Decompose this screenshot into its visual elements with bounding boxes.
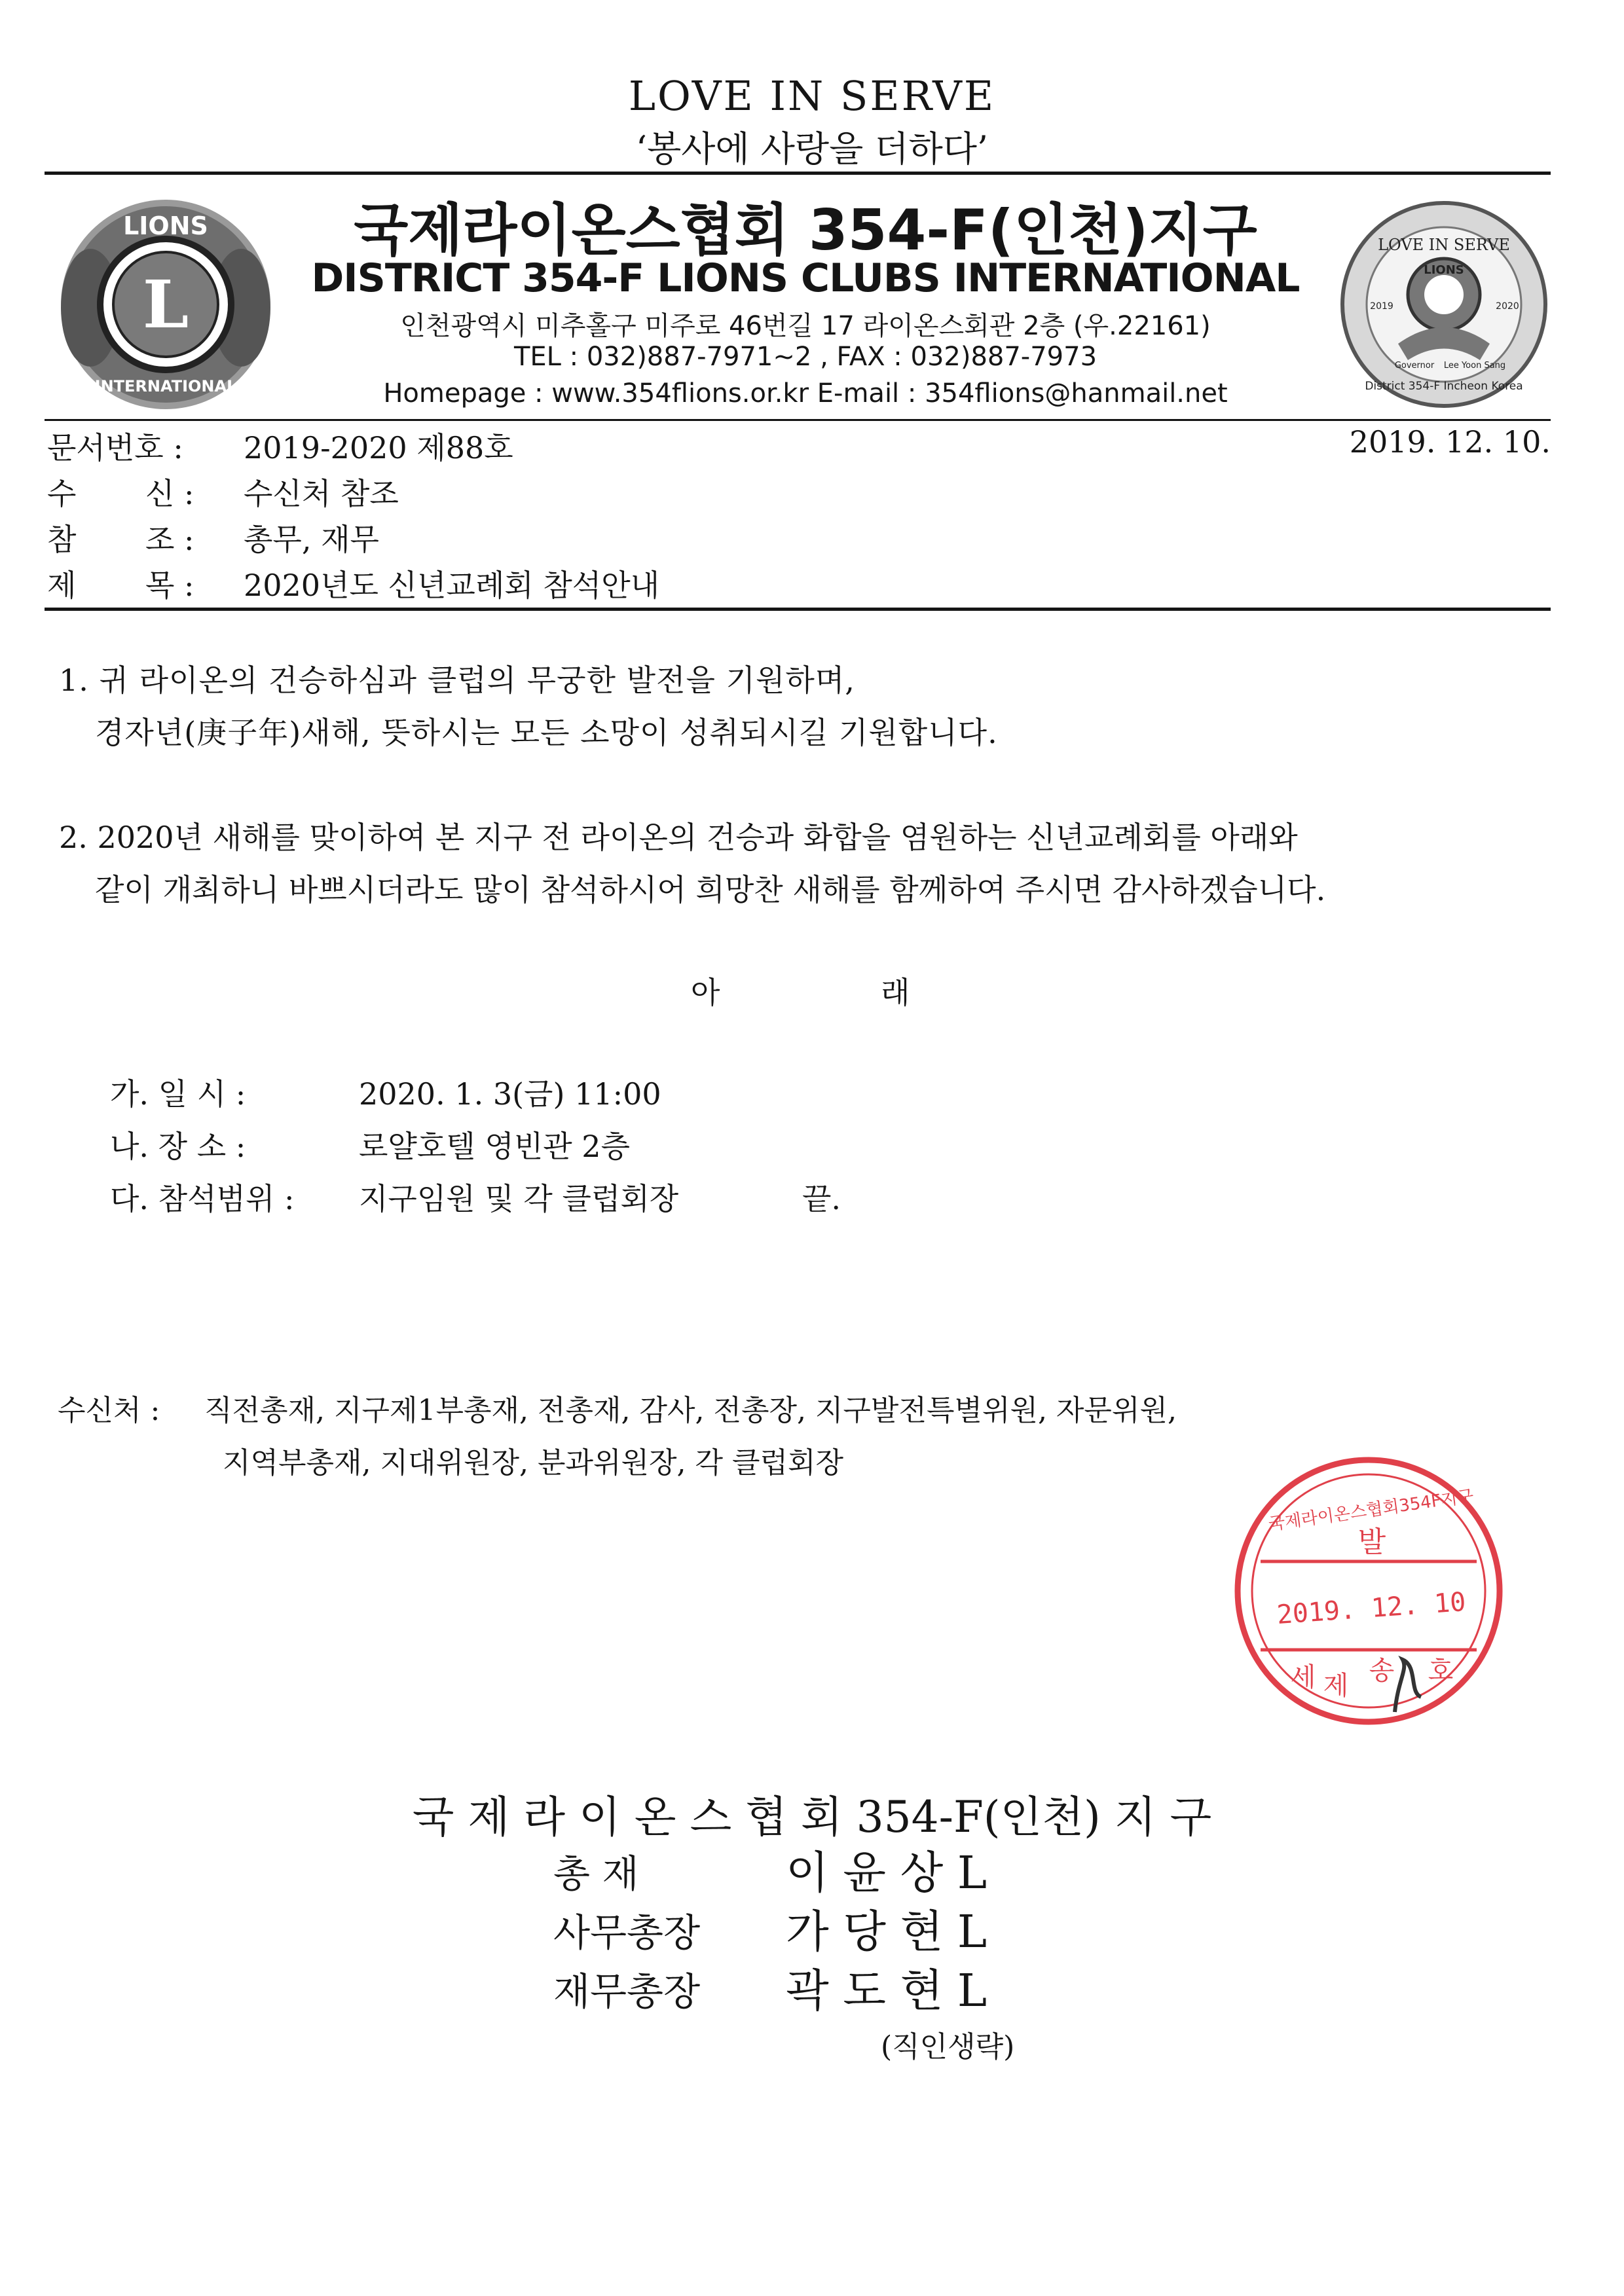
notice-item-label: 나. 장 소 : [110,1129,246,1164]
ref-value: 총무, 재무 [244,522,379,557]
ref-label-b: 조 : [145,522,194,557]
lions-logo [58,196,274,412]
stamp-bottom-mid: 송 [1369,1656,1395,1686]
paragraph-2-line-1: 2. 2020년 새해를 맞이하여 본 지구 전 라이온의 건승과 화합을 염원하는 신년교례회를 아래와 [59,820,1298,855]
org-phone-fax: TEL : 032)887-7971~2 , FAX : 032)887-7973 [513,342,1098,372]
org-name-ko: 국제라이온스협회 354-F(인천)지구 [354,198,1257,263]
signature-name-president: 이 윤 상 L [786,1848,987,1899]
subject-value: 2020년도 신년교례회 참석안내 [244,568,660,603]
notice-item-label: 가. 일 시 : [110,1076,246,1112]
stamp-mid-text: 발 [1357,1525,1386,1559]
signature-title-secretary: 사무총장 [553,1910,701,1955]
stamp-bottom-right: 호 [1428,1656,1454,1686]
motto-ko: ‘봉사에 사랑을 더하다’ [635,128,989,170]
dispatch-stamp [1231,1453,1506,1728]
notice-item-attendees [110,1175,678,1218]
to-label-b: 신 : [145,476,194,511]
org-name-en: DISTRICT 354-F LIONS CLUBS INTERNATIONAL [311,255,1300,301]
header-top-rule [45,419,1551,421]
logo-bottom-text: INTERNATIONAL [94,377,237,395]
doc-date: 2019. 12. 10. [1349,424,1551,460]
stamp-bottom-far: 세 [1290,1662,1316,1692]
governor-emblem [1336,196,1552,412]
notice-item-value: 로얄호텔 영빈관 2층 [359,1129,630,1164]
stamp-top-text: 국제라이온스협회354F지구 [1267,1486,1475,1535]
emblem-right-year: 2020 [1496,301,1519,312]
logo-top-text: LIONS [123,211,208,240]
emblem-role: Governor [1394,361,1435,371]
notice-item-place [110,1123,630,1166]
stamp-date: 2019. 12. 10 [1276,1587,1467,1631]
end-mark: 끝. [802,1181,841,1216]
notice-item-value: 2020. 1. 3(금) 11:00 [359,1076,661,1112]
ref-label-a: 참 [47,522,77,557]
subject-label-a: 제 [47,568,77,603]
emblem-inner-text: LIONS [1424,263,1464,277]
signature-title-president: 총 재 [553,1851,639,1896]
paragraph-1-line-1: 1. 귀 라이온의 건승하심과 클럽의 무궁한 발전을 기원하며, [59,663,855,698]
recipients-line-2: 지역부총재, 지대위원장, 분과위원장, 각 클럽회장 [223,1446,843,1480]
to-label-a: 수 [47,476,77,511]
notice-heading-a: 아 [691,975,720,1010]
doc-number-row [47,424,513,467]
signature-name-treasurer: 곽 도 현 L [786,1965,987,2017]
logo-letter: L [142,266,189,343]
signature-org: 국 제 라 이 온 스 협 회 354-F(인천) 지 구 [412,1792,1212,1842]
emblem-top-text: LOVE IN SERVE [1378,236,1510,254]
ref-row [47,516,379,559]
signature-name-secretary: 가 당 현 L [786,1906,987,1958]
doc-number: 2019-2020 제88호 [244,430,513,465]
recipients-label: 수신처 : [58,1394,160,1427]
emblem-district: District 354-F Incheon Korea [1365,380,1523,393]
doc-number-label: 문서번호 : [47,430,183,465]
signature-title-treasurer: 재무총장 [553,1969,701,2014]
notice-item-label: 다. 참석범위 : [110,1181,295,1216]
recipients-line-1: 직전총재, 지구제1부총재, 전총재, 감사, 전총장, 지구발전특별위원, 자문위원, [204,1394,1177,1427]
subject-row [47,562,659,605]
subject-label-b: 목 : [145,568,194,603]
org-web-email: Homepage : www.354flions.or.kr E-mail : 354flions@hanmail.net [383,378,1228,409]
header-bottom-rule [45,608,1551,611]
top-rule [45,172,1551,175]
emblem-name: Lee Yoon Sang [1443,361,1506,371]
to-row [47,470,399,513]
stamp-bottom-left: 제 [1323,1671,1349,1701]
notice-item-value: 지구임원 및 각 클럽회장 [359,1181,679,1216]
paragraph-1-line-2: 경자년(庚子年)새해, 뜻하시는 모든 소망이 성취되시길 기원합니다. [95,715,998,750]
motto-en: LOVE IN SERVE [628,72,996,120]
org-address: 인천광역시 미추홀구 미주로 46번길 17 라이온스회관 2층 (우.22161) [400,311,1211,341]
notice-heading-b: 래 [881,975,910,1010]
notice-item-time [110,1070,661,1114]
emblem-left-year: 2019 [1370,301,1393,312]
to-value: 수신처 참조 [244,476,399,511]
seal-omitted-note: (직인생략) [881,2030,1015,2064]
paragraph-2-line-2: 같이 개최하니 바쁘시더라도 많이 참석하시어 희망찬 새해를 함께하여 주시면 감사하겠습니다. [95,872,1326,907]
